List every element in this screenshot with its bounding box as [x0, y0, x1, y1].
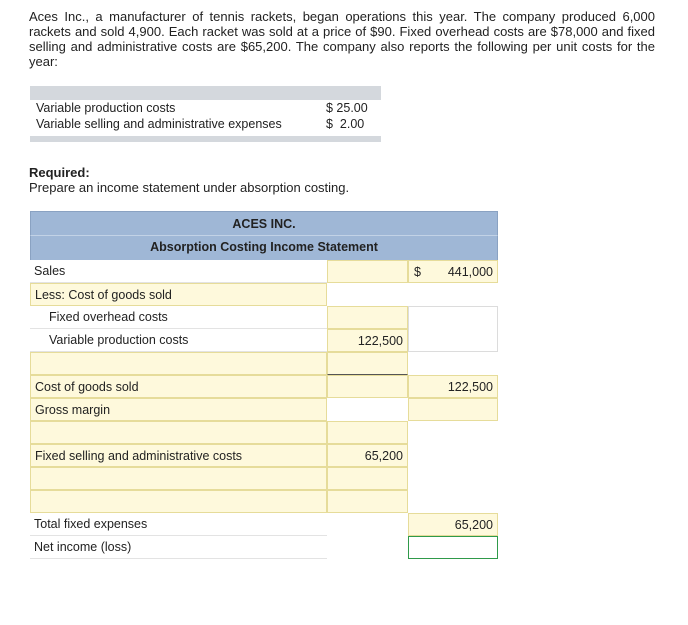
table-footer-bar [30, 136, 381, 142]
cost-row-variable-production [30, 100, 381, 116]
blank-amount-input[interactable] [327, 421, 408, 444]
table-row [30, 536, 498, 559]
cost-value: $ 25.00 [326, 101, 368, 115]
problem-text: Aces Inc., a manufacturer of tennis rackets, began operations this year. The company produced 6,000 rackets and sold 4,900. Each racket was sold at a price of $90. Fixed overhead costs are $78,000 and fixed selling and administrative costs are $65,200. The company also reports the following per unit costs for the year: [29, 9, 655, 69]
total-fixed-total-input[interactable] [408, 513, 498, 536]
row-label-total-fixed: Total fixed expenses [30, 513, 327, 536]
table-row [30, 260, 498, 283]
dollar-sign: $ [414, 265, 421, 279]
variable-production-total-cell[interactable] [408, 329, 498, 352]
blank-label-input[interactable] [30, 421, 327, 444]
required-section [29, 165, 349, 195]
table-row [30, 283, 498, 306]
table-row [30, 421, 498, 444]
cost-value: $ 2.00 [326, 117, 365, 131]
row-label-sales: Sales [30, 260, 327, 283]
variable-production-amount-input[interactable] [327, 329, 408, 352]
fixed-overhead-total-cell[interactable] [408, 306, 498, 329]
cost-label: Variable selling and administrative expenses [36, 117, 282, 131]
fixed-overhead-amount-input[interactable] [327, 306, 408, 329]
net-income-total-input[interactable] [408, 536, 498, 559]
table-row [30, 490, 498, 513]
row-label-less-cogs-input[interactable]: Less: Cost of goods sold [30, 283, 327, 306]
blank-amount-input[interactable] [327, 467, 408, 490]
cost-label: Variable production costs [36, 101, 176, 115]
total-fixed-value: 65,200 [454, 518, 493, 532]
sales-total-input[interactable] [408, 260, 498, 283]
table-row [30, 329, 498, 352]
blank-amount-input[interactable] [327, 490, 408, 513]
row-label-fixed-overhead: Fixed overhead costs [30, 306, 327, 329]
blank-label-input[interactable] [30, 352, 327, 375]
cogs-total-input[interactable] [408, 375, 498, 398]
blank-label-input[interactable] [30, 467, 327, 490]
table-row [30, 513, 498, 536]
row-label-fixed-sga-input[interactable]: Fixed selling and administrative costs [30, 444, 327, 467]
gross-margin-total-input[interactable] [408, 398, 498, 421]
blank-amount-input[interactable] [327, 352, 408, 375]
table-row [30, 306, 498, 329]
required-instructions: Prepare an income statement under absorption costing. [29, 180, 350, 195]
fixed-sga-value: 65,200 [364, 449, 403, 463]
variable-production-value: 122,500 [357, 334, 403, 348]
unit-cost-table [30, 86, 381, 142]
sales-amount-input[interactable] [327, 260, 408, 283]
table-header-bar [30, 86, 381, 100]
row-label-variable-production: Variable production costs [30, 329, 327, 352]
row-label-net-income: Net income (loss) [30, 536, 327, 559]
income-statement [30, 211, 498, 559]
table-row [30, 375, 498, 398]
cogs-amount-input[interactable] [327, 375, 408, 398]
table-row [30, 467, 498, 490]
table-row [30, 444, 498, 467]
cost-row-variable-selling [30, 116, 381, 132]
sales-value: 441,000 [447, 265, 493, 279]
row-label-gross-margin-input[interactable]: Gross margin [30, 398, 327, 421]
statement-title: Absorption Costing Income Statement [30, 235, 498, 260]
statement-company-name: ACES INC. [30, 211, 498, 235]
row-label-cogs-input[interactable]: Cost of goods sold [30, 375, 327, 398]
fixed-sga-amount-input[interactable] [327, 444, 408, 467]
blank-label-input[interactable] [30, 490, 327, 513]
required-heading: Required: [29, 165, 90, 180]
table-row [30, 352, 498, 375]
table-row [30, 398, 498, 421]
cogs-value: 122,500 [447, 380, 493, 394]
